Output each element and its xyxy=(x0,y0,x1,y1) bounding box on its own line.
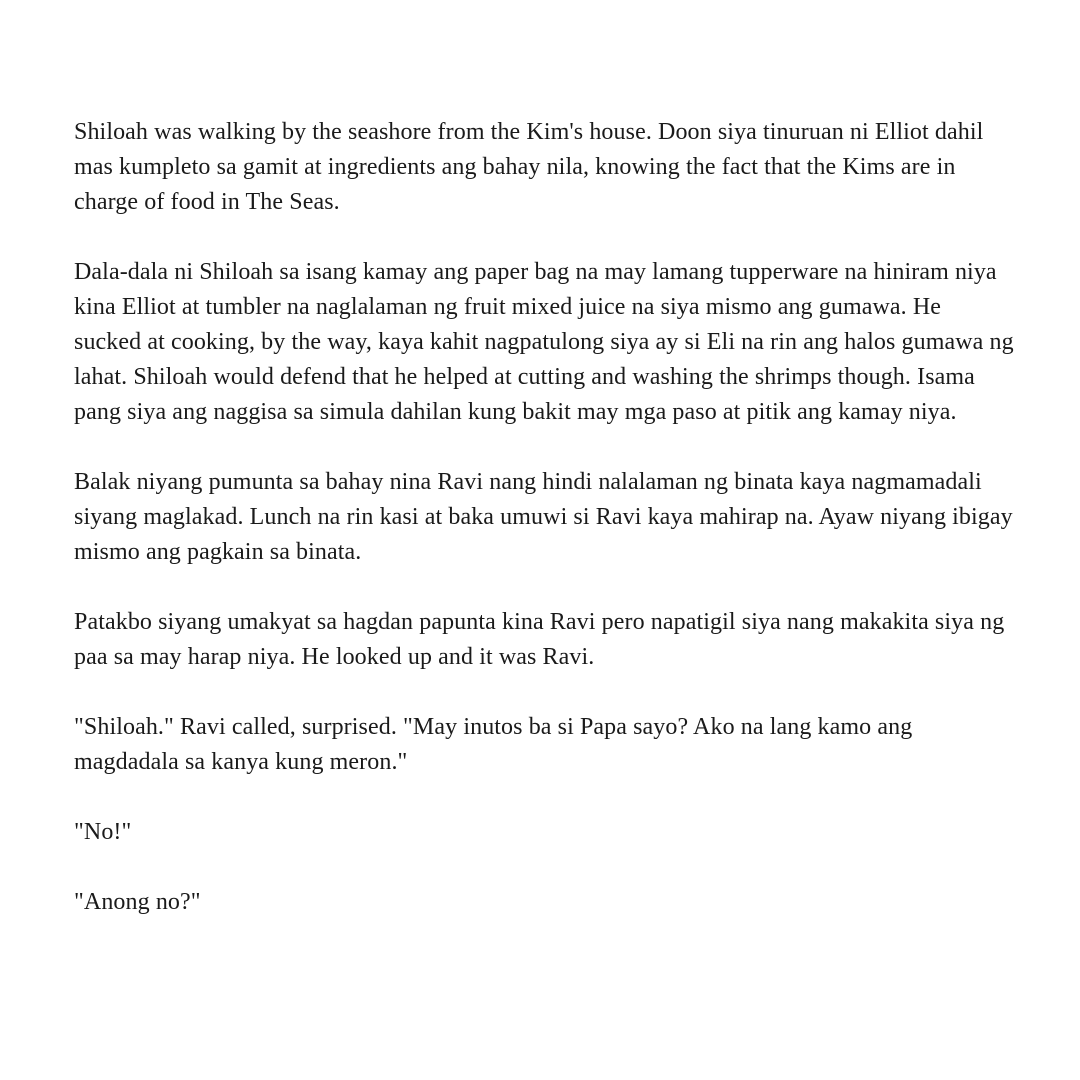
story-paragraph-5: "Shiloah." Ravi called, surprised. "May inutos ba si Papa sayo? Ako na lang kamo ang magdadala sa kanya kung meron." xyxy=(74,714,913,775)
story-paragraph-7: "Anong no?" xyxy=(74,889,201,915)
story-page xyxy=(74,115,1014,920)
story-paragraph-1: Shiloah was walking by the seashore from the Kim's house. Doon siya tinuruan ni Elliot dahil mas kumpleto sa gamit at ingredients ang bahay nila, knowing the fact that the Kims are in charge of food in The Seas. xyxy=(74,119,984,215)
story-paragraph-6: "No!" xyxy=(74,819,132,845)
story-paragraph-2: Dala-dala ni Shiloah sa isang kamay ang paper bag na may lamang tupperware na hiniram niya kina Elliot at tumbler na naglalaman ng fruit mixed juice na siya mismo ang gumawa. He sucked at cooking, by the way, kaya kahit nagpatulong siya ay si Eli na rin ang halos gumawa ng lahat. Shiloah would defend that he helped at cutting and washing the shrimps though. Isama pang siya ang naggisa sa simula dahilan kung bakit may mga paso at pitik ang kamay niya. xyxy=(74,259,1014,425)
story-paragraph-4: Patakbo siyang umakyat sa hagdan papunta kina Ravi pero napatigil siya nang makakita siya ng paa sa may harap niya. He looked up and it was Ravi. xyxy=(74,609,1005,670)
story-paragraph-3: Balak niyang pumunta sa bahay nina Ravi nang hindi nalalaman ng binata kaya nagmamadali siyang maglakad. Lunch na rin kasi at baka umuwi si Ravi kaya mahirap na. Ayaw niyang ibigay mismo ang pagkain sa binata. xyxy=(74,469,1013,565)
